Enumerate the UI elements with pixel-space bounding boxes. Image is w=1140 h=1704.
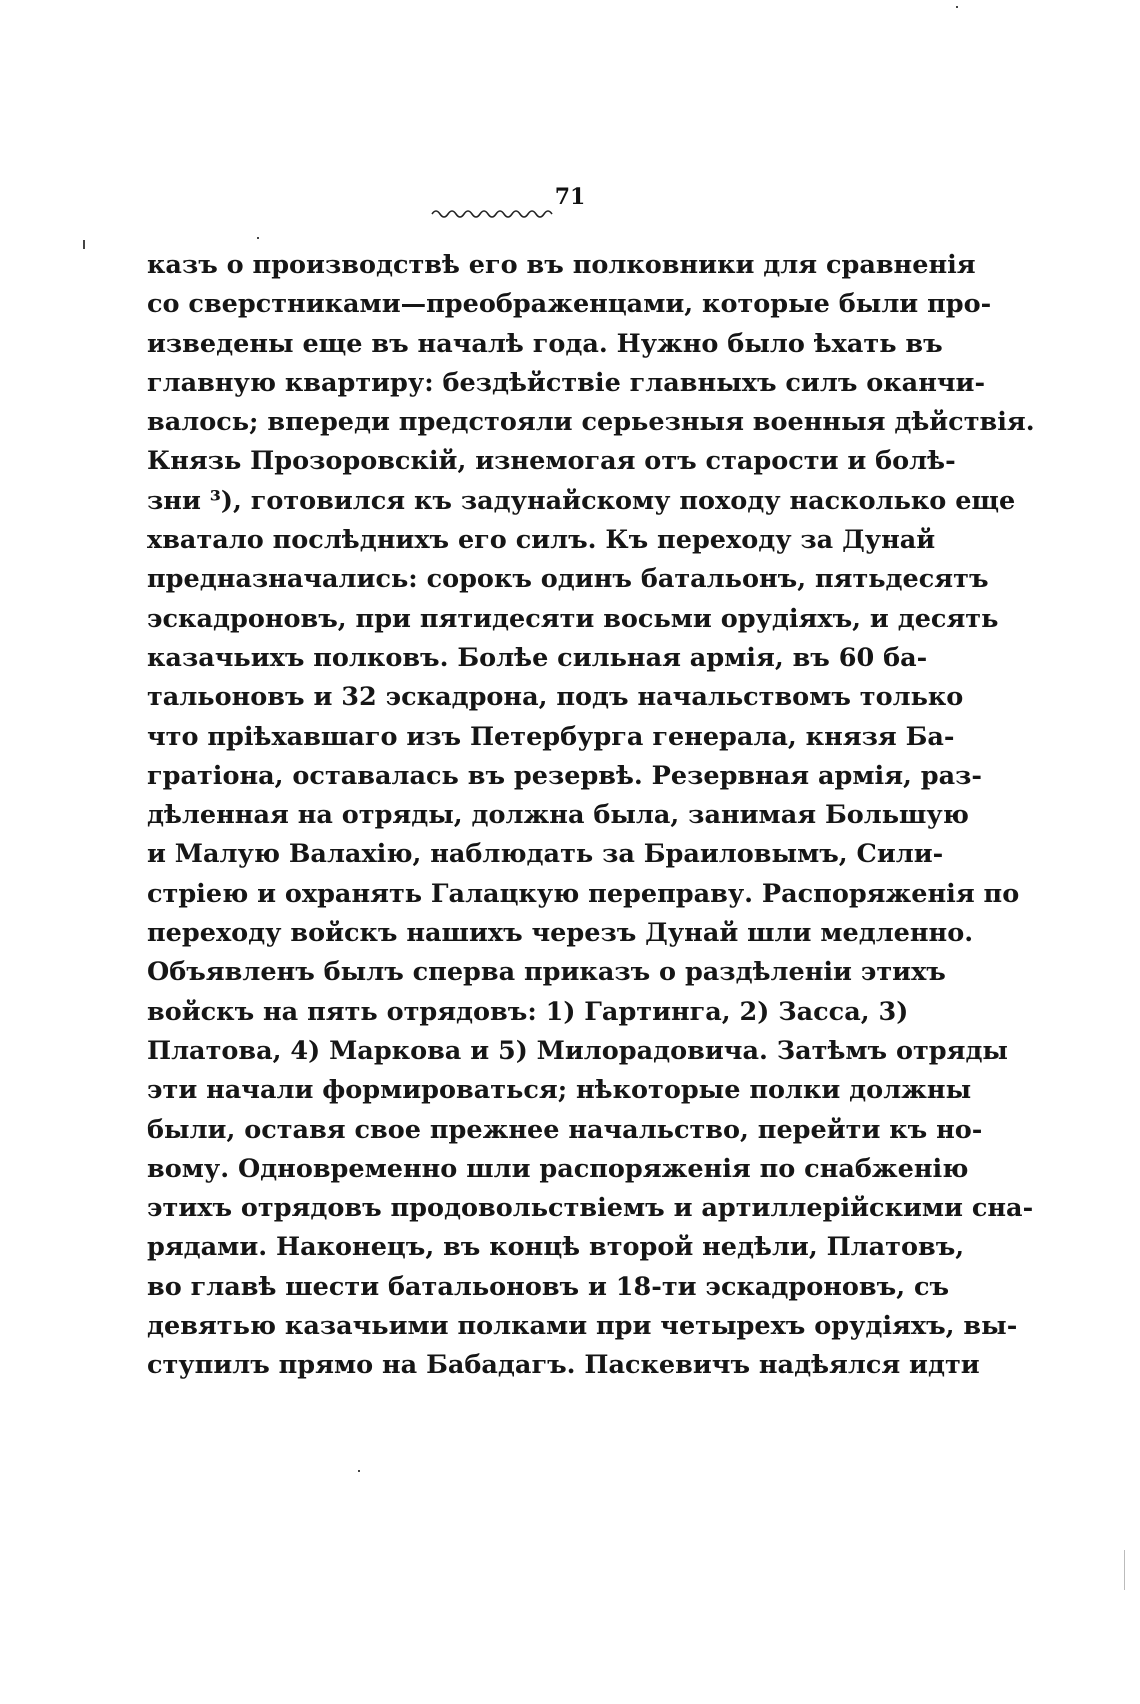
text-line: казъ о производствѣ его въ полковники для сравненія [147,250,976,280]
text-line: эти начали формироваться; нѣкоторые полки должны [147,1075,972,1106]
text-line: вому. Одновременно шли распоряженія по снабженію [147,1153,969,1184]
ink-speck [257,237,259,239]
text-line: ступилъ прямо на Бабадагъ. Паскевичъ надѣялся идти [147,1350,980,1381]
ink-speck [956,6,958,8]
text-line: были, оставя свое прежнее начальство, перейти къ но- [147,1114,983,1145]
text-line: этихъ отрядовъ продовольствіемъ и артиллерійскими сна- [147,1193,1034,1224]
margin-mark [83,240,85,249]
text-line: гратіона, оставалась въ резервѣ. Резервная армія, раз- [147,760,983,791]
text-line: зни ³), готовился къ задунайскому походу насколько еще [147,485,1016,516]
text-line: валось; впереди предстояли серьезныя военныя дѣйствія. [147,407,1035,438]
text-line: и Малую Валахію, наблюдать за Браиловымъ, Сили- [147,839,944,870]
text-line: во главѣ шести батальоновъ и 18-ти эскадроновъ, съ [147,1271,950,1302]
text-line: стріею и охранять Галацкую переправу. Распоряженія по [147,878,1020,909]
text-line: девятью казачьими полками при четырехъ орудіяхъ, вы- [147,1311,1018,1342]
text-line: со сверстниками—преображенцами, которые были про- [147,289,992,320]
text-line: казачьихъ полковъ. Болѣе сильная армія, въ 60 ба- [147,642,928,673]
text-line: главную квартиру: бездѣйствіе главныхъ силъ оканчи- [147,367,986,398]
text-line: изведены еще въ началѣ года. Нужно было ѣхать въ [147,328,943,359]
text-line: Князь Прозоровскій, изнемогая отъ старости и болѣ- [147,446,956,477]
text-line: переходу войскъ нашихъ черезъ Дунай шли медленно. [147,918,974,949]
text-line: дѣленная на отряды, должна была, занимая Большую [147,800,969,831]
ink-speck [358,1470,360,1472]
edge-mark [1124,1550,1125,1590]
text-line: войскъ на пять отрядовъ: 1) Гартинга, 2) Засса, 3) [147,996,909,1027]
text-line: хватало послѣднихъ его силъ. Къ переходу за Дунай [147,525,936,556]
ornament-divider [430,206,560,220]
text-line: Платова, 4) Маркова и 5) Милорадовича. Затѣмъ отряды [147,1035,1008,1066]
text-line: эскадроновъ, при пятидесяти восьми орудіяхъ, и десять [147,603,999,634]
text-line: что пріѣхавшаго изъ Петербурга генерала, князя Ба- [147,721,955,752]
body-text [147,246,1035,1386]
text-line: Объявленъ былъ сперва приказъ о раздѣленіи этихъ [147,957,946,988]
text-line: рядами. Наконецъ, въ концѣ второй недѣли, Платовъ, [147,1232,965,1263]
text-line: тальоновъ и 32 эскадрона, подъ начальствомъ только [147,682,964,713]
page-number: 71 [554,184,586,210]
text-line: предназначались: сорокъ одинъ батальонъ, пятьдесятъ [147,564,989,595]
